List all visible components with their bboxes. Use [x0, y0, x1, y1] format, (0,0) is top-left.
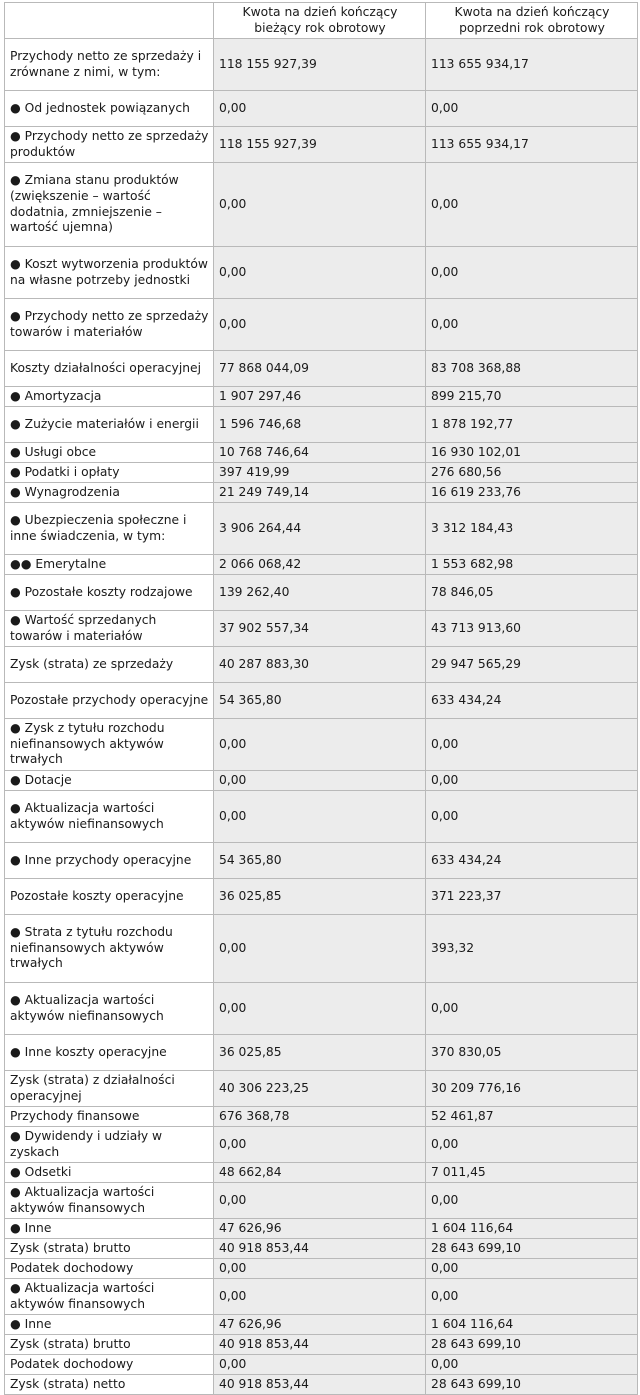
previous-year-value: 1 604 116,64	[426, 1219, 638, 1239]
current-year-value: 48 662,84	[214, 1163, 426, 1183]
table-row	[5, 503, 638, 555]
current-year-value: 0,00	[214, 1259, 426, 1279]
row-label: ● Odsetki	[5, 1163, 214, 1183]
previous-year-value: 0,00	[426, 1279, 638, 1315]
row-label: ● Amortyzacja	[5, 387, 214, 407]
header-row	[5, 3, 638, 39]
previous-year-value: 393,32	[426, 915, 638, 983]
row-label: ● Podatki i opłaty	[5, 463, 214, 483]
row-label: Koszty działalności operacyjnej	[5, 351, 214, 387]
current-year-value: 0,00	[214, 791, 426, 843]
table-row	[5, 163, 638, 247]
table-row	[5, 1071, 638, 1107]
row-label: Podatek dochodowy	[5, 1355, 214, 1375]
table-row	[5, 1183, 638, 1219]
table-row	[5, 463, 638, 483]
row-label: Zysk (strata) netto	[5, 1375, 214, 1395]
row-label: ● Przychody netto ze sprzedaży towarów i materiałów	[5, 299, 214, 351]
table-row	[5, 1107, 638, 1127]
previous-year-value: 0,00	[426, 1355, 638, 1375]
current-year-value: 47 626,96	[214, 1315, 426, 1335]
previous-year-value: 113 655 934,17	[426, 39, 638, 91]
current-year-value: 47 626,96	[214, 1219, 426, 1239]
current-year-value: 118 155 927,39	[214, 127, 426, 163]
current-year-value: 40 306 223,25	[214, 1071, 426, 1107]
previous-year-value: 633 434,24	[426, 843, 638, 879]
table-row	[5, 247, 638, 299]
current-year-value: 37 902 557,34	[214, 611, 426, 647]
table-row	[5, 575, 638, 611]
table-row	[5, 983, 638, 1035]
table-row	[5, 127, 638, 163]
row-label: ● Inne	[5, 1315, 214, 1335]
row-label: ● Aktualizacja wartości aktywów finansowych	[5, 1183, 214, 1219]
previous-year-value: 370 830,05	[426, 1035, 638, 1071]
table-row	[5, 1127, 638, 1163]
table-row	[5, 915, 638, 983]
previous-year-value: 0,00	[426, 719, 638, 771]
current-year-value: 21 249 749,14	[214, 483, 426, 503]
current-year-value: 0,00	[214, 771, 426, 791]
current-year-value: 0,00	[214, 719, 426, 771]
row-label: ● Zmiana stanu produktów (zwiększenie – wartość dodatnia, zmniejszenie – wartość ujemna)	[5, 163, 214, 247]
row-label: Pozostałe przychody operacyjne	[5, 683, 214, 719]
previous-year-value: 16 930 102,01	[426, 443, 638, 463]
previous-year-value: 899 215,70	[426, 387, 638, 407]
row-label: ● Zysk z tytułu rozchodu niefinansowych aktywów trwałych	[5, 719, 214, 771]
row-label: ● Od jednostek powiązanych	[5, 91, 214, 127]
table-row	[5, 1355, 638, 1375]
previous-year-value: 83 708 368,88	[426, 351, 638, 387]
current-year-value: 0,00	[214, 983, 426, 1035]
previous-year-value: 0,00	[426, 791, 638, 843]
previous-year-value: 28 643 699,10	[426, 1239, 638, 1259]
previous-year-value: 371 223,37	[426, 879, 638, 915]
row-label: ● Usługi obce	[5, 443, 214, 463]
current-year-value: 77 868 044,09	[214, 351, 426, 387]
row-label: ● Pozostałe koszty rodzajowe	[5, 575, 214, 611]
table-row	[5, 1035, 638, 1071]
row-label: Zysk (strata) ze sprzedaży	[5, 647, 214, 683]
table-body	[5, 39, 638, 1395]
table-row	[5, 1239, 638, 1259]
current-year-value: 1 596 746,68	[214, 407, 426, 443]
table-row	[5, 771, 638, 791]
row-label: ● Inne	[5, 1219, 214, 1239]
current-year-value: 1 907 297,46	[214, 387, 426, 407]
row-label: ● Ubezpieczenia społeczne i inne świadczenia, w tym:	[5, 503, 214, 555]
table-row	[5, 1375, 638, 1395]
previous-year-value: 0,00	[426, 299, 638, 351]
row-label: ● Aktualizacja wartości aktywów niefinansowych	[5, 983, 214, 1035]
table-row	[5, 299, 638, 351]
table-row	[5, 443, 638, 463]
table-row	[5, 647, 638, 683]
current-year-value: 0,00	[214, 163, 426, 247]
row-label: ● Koszt wytworzenia produktów na własne potrzeby jednostki	[5, 247, 214, 299]
current-year-value: 10 768 746,64	[214, 443, 426, 463]
row-label: Przychody netto ze sprzedaży i zrównane z nimi, w tym:	[5, 39, 214, 91]
current-year-value: 40 918 853,44	[214, 1375, 426, 1395]
previous-year-value: 30 209 776,16	[426, 1071, 638, 1107]
previous-year-value: 78 846,05	[426, 575, 638, 611]
row-label: Pozostałe koszty operacyjne	[5, 879, 214, 915]
financial-statement	[4, 2, 637, 1395]
table-row	[5, 1335, 638, 1355]
current-year-value: 0,00	[214, 247, 426, 299]
current-year-value: 36 025,85	[214, 879, 426, 915]
previous-year-value: 0,00	[426, 771, 638, 791]
row-label: Zysk (strata) brutto	[5, 1239, 214, 1259]
current-year-value: 0,00	[214, 1127, 426, 1163]
header-corner-cell	[5, 3, 214, 39]
table-row	[5, 1259, 638, 1279]
current-year-value: 139 262,40	[214, 575, 426, 611]
row-label: Zysk (strata) z działalności operacyjnej	[5, 1071, 214, 1107]
current-year-value: 0,00	[214, 1279, 426, 1315]
previous-year-value: 43 713 913,60	[426, 611, 638, 647]
table-row	[5, 791, 638, 843]
table-row	[5, 387, 638, 407]
previous-year-value: 52 461,87	[426, 1107, 638, 1127]
header-previous-year: Kwota na dzień kończący poprzedni rok obrotowy	[426, 3, 638, 39]
current-year-value: 676 368,78	[214, 1107, 426, 1127]
current-year-value: 40 918 853,44	[214, 1239, 426, 1259]
table-row	[5, 1163, 638, 1183]
current-year-value: 397 419,99	[214, 463, 426, 483]
row-label: ● Strata z tytułu rozchodu niefinansowych aktywów trwałych	[5, 915, 214, 983]
row-label: Przychody finansowe	[5, 1107, 214, 1127]
previous-year-value: 28 643 699,10	[426, 1375, 638, 1395]
table-row	[5, 843, 638, 879]
header-current-year: Kwota na dzień kończący bieżący rok obrotowy	[214, 3, 426, 39]
current-year-value: 2 066 068,42	[214, 555, 426, 575]
current-year-value: 118 155 927,39	[214, 39, 426, 91]
table-row	[5, 91, 638, 127]
previous-year-value: 276 680,56	[426, 463, 638, 483]
previous-year-value: 0,00	[426, 91, 638, 127]
current-year-value: 0,00	[214, 299, 426, 351]
previous-year-value: 633 434,24	[426, 683, 638, 719]
previous-year-value: 7 011,45	[426, 1163, 638, 1183]
current-year-value: 3 906 264,44	[214, 503, 426, 555]
table-row	[5, 351, 638, 387]
previous-year-value: 0,00	[426, 1127, 638, 1163]
table-row	[5, 39, 638, 91]
current-year-value: 54 365,80	[214, 683, 426, 719]
current-year-value: 0,00	[214, 91, 426, 127]
row-label: ● Dywidendy i udziały w zyskach	[5, 1127, 214, 1163]
table-row	[5, 1315, 638, 1335]
current-year-value: 0,00	[214, 915, 426, 983]
current-year-value: 40 918 853,44	[214, 1335, 426, 1355]
previous-year-value: 0,00	[426, 1183, 638, 1219]
previous-year-value: 1 604 116,64	[426, 1315, 638, 1335]
table-row	[5, 1219, 638, 1239]
current-year-value: 54 365,80	[214, 843, 426, 879]
previous-year-value: 0,00	[426, 983, 638, 1035]
table-row	[5, 1279, 638, 1315]
current-year-value: 40 287 883,30	[214, 647, 426, 683]
row-label: Podatek dochodowy	[5, 1259, 214, 1279]
row-label: ● Inne koszty operacyjne	[5, 1035, 214, 1071]
row-label: ● Przychody netto ze sprzedaży produktów	[5, 127, 214, 163]
previous-year-value: 0,00	[426, 1259, 638, 1279]
row-label: ● Aktualizacja wartości aktywów finansowych	[5, 1279, 214, 1315]
previous-year-value: 1 878 192,77	[426, 407, 638, 443]
current-year-value: 0,00	[214, 1355, 426, 1375]
row-label: ●● Emerytalne	[5, 555, 214, 575]
table-row	[5, 611, 638, 647]
income-statement-table	[4, 2, 638, 1395]
table-row	[5, 555, 638, 575]
previous-year-value: 3 312 184,43	[426, 503, 638, 555]
previous-year-value: 16 619 233,76	[426, 483, 638, 503]
row-label: Zysk (strata) brutto	[5, 1335, 214, 1355]
previous-year-value: 113 655 934,17	[426, 127, 638, 163]
table-row	[5, 683, 638, 719]
previous-year-value: 28 643 699,10	[426, 1335, 638, 1355]
table-row	[5, 483, 638, 503]
row-label: ● Wynagrodzenia	[5, 483, 214, 503]
previous-year-value: 0,00	[426, 163, 638, 247]
current-year-value: 0,00	[214, 1183, 426, 1219]
row-label: ● Wartość sprzedanych towarów i materiałów	[5, 611, 214, 647]
table-row	[5, 719, 638, 771]
previous-year-value: 0,00	[426, 247, 638, 299]
current-year-value: 36 025,85	[214, 1035, 426, 1071]
row-label: ● Inne przychody operacyjne	[5, 843, 214, 879]
table-row	[5, 879, 638, 915]
previous-year-value: 29 947 565,29	[426, 647, 638, 683]
row-label: ● Aktualizacja wartości aktywów niefinansowych	[5, 791, 214, 843]
previous-year-value: 1 553 682,98	[426, 555, 638, 575]
row-label: ● Zużycie materiałów i energii	[5, 407, 214, 443]
table-row	[5, 407, 638, 443]
row-label: ● Dotacje	[5, 771, 214, 791]
